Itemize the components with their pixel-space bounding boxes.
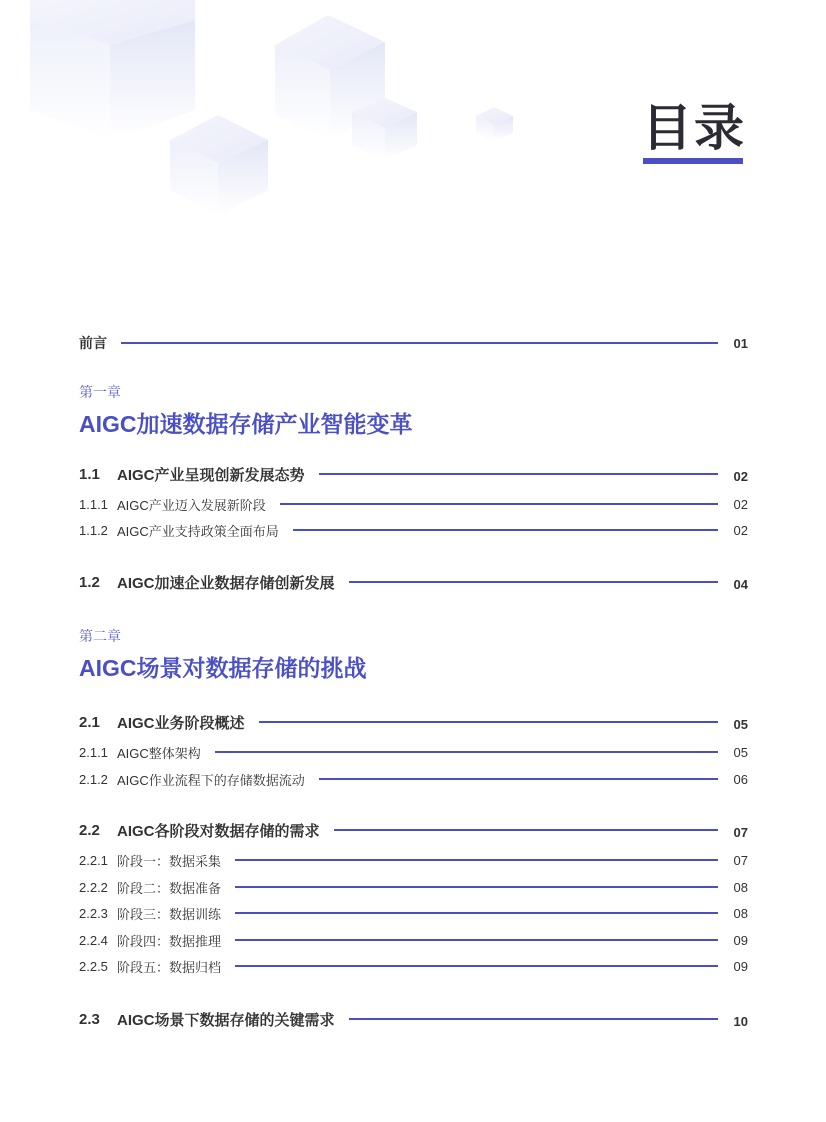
section-number: 2.1.1 xyxy=(79,744,108,760)
page-number: 09 xyxy=(733,932,748,948)
chapter-label: 第二章 xyxy=(79,628,121,644)
toc-label: AIGC整体架构 xyxy=(117,745,201,761)
toc-section[interactable] xyxy=(79,1009,748,1029)
section-number: 2.2.2 xyxy=(79,879,108,895)
toc-label: AIGC作业流程下的存储数据流动 xyxy=(117,772,305,788)
leader-line xyxy=(215,751,718,753)
toc-subsection[interactable] xyxy=(79,520,748,540)
page-number: 09 xyxy=(733,958,748,974)
section-number: 1.2 xyxy=(79,573,100,591)
chapter-title[interactable]: AIGC场景对数据存储的挑战 xyxy=(79,655,367,681)
toc-section[interactable] xyxy=(79,572,748,592)
toc-label: 阶段三：数据训练 xyxy=(117,906,222,922)
toc-section[interactable] xyxy=(79,712,748,732)
section-number: 2.2.1 xyxy=(79,852,108,868)
toc-label: 阶段二：数据准备 xyxy=(117,880,222,896)
leader-line xyxy=(349,581,718,583)
toc-label: AIGC业务阶段概述 xyxy=(117,714,245,732)
cube-large xyxy=(30,0,195,140)
leader-line xyxy=(334,829,718,831)
toc-label: AIGC各阶段对数据存储的需求 xyxy=(117,822,320,840)
page-number: 02 xyxy=(733,468,748,484)
toc-label: 阶段一：数据采集 xyxy=(117,853,222,869)
toc-label: AIGC产业支持政策全面布局 xyxy=(117,523,279,539)
toc-subsection[interactable] xyxy=(79,850,748,870)
leader-line xyxy=(293,529,718,531)
page-number: 08 xyxy=(733,879,748,895)
page-number: 01 xyxy=(733,335,748,351)
toc-subsection[interactable] xyxy=(79,877,748,897)
toc-label: 阶段四：数据推理 xyxy=(117,933,222,949)
section-number: 2.1.2 xyxy=(79,771,108,787)
title-underline xyxy=(643,158,743,164)
cube-medium xyxy=(170,115,268,215)
page-number: 04 xyxy=(733,576,748,592)
chapter-title[interactable]: AIGC加速数据存储产业智能变革 xyxy=(79,411,413,437)
section-number: 1.1 xyxy=(79,465,100,483)
section-number: 2.2 xyxy=(79,821,100,839)
leader-line xyxy=(349,1018,718,1020)
toc-subsection[interactable] xyxy=(79,769,748,789)
toc-label: AIGC场景下数据存储的关键需求 xyxy=(117,1011,335,1029)
toc-entry-preface[interactable] xyxy=(79,333,748,353)
toc-section[interactable] xyxy=(79,820,748,840)
page-number: 07 xyxy=(733,824,748,840)
section-number: 1.1.1 xyxy=(79,496,108,512)
toc-subsection[interactable] xyxy=(79,742,748,762)
page-number: 05 xyxy=(733,716,748,732)
leader-line xyxy=(319,778,718,780)
toc-section[interactable] xyxy=(79,464,748,484)
page-number: 05 xyxy=(733,744,748,760)
decorative-cubes xyxy=(0,0,560,230)
section-number: 2.1 xyxy=(79,713,100,731)
toc-label: 前言 xyxy=(79,335,107,351)
toc-subsection[interactable] xyxy=(79,956,748,976)
section-number: 2.3 xyxy=(79,1010,100,1028)
section-number: 2.2.4 xyxy=(79,932,108,948)
page-title: 目录 xyxy=(642,100,746,156)
section-number: 1.1.2 xyxy=(79,522,108,538)
page-number: 06 xyxy=(733,771,748,787)
leader-line xyxy=(235,912,718,914)
page-number: 02 xyxy=(733,496,748,512)
section-number: 2.2.5 xyxy=(79,958,108,974)
toc-label: AIGC产业迈入发展新阶段 xyxy=(117,497,266,513)
page-number: 02 xyxy=(733,522,748,538)
toc-label: AIGC产业呈现创新发展态势 xyxy=(117,466,305,484)
leader-line xyxy=(235,886,718,888)
leader-line xyxy=(280,503,718,505)
leader-line xyxy=(259,721,718,723)
leader-line xyxy=(319,473,718,475)
section-number: 2.2.3 xyxy=(79,905,108,921)
leader-line xyxy=(235,939,718,941)
toc-subsection[interactable] xyxy=(79,494,748,514)
page-number: 08 xyxy=(733,905,748,921)
toc-label: AIGC加速企业数据存储创新发展 xyxy=(117,574,335,592)
page-number: 10 xyxy=(733,1013,748,1029)
leader-line xyxy=(121,342,718,344)
leader-line xyxy=(235,965,718,967)
chapter-label: 第一章 xyxy=(79,384,121,400)
toc-subsection[interactable] xyxy=(79,930,748,950)
page-number: 07 xyxy=(733,852,748,868)
leader-line xyxy=(235,859,718,861)
toc-subsection[interactable] xyxy=(79,903,748,923)
cube-tiny xyxy=(476,107,513,142)
toc-label: 阶段五：数据归档 xyxy=(117,959,222,975)
